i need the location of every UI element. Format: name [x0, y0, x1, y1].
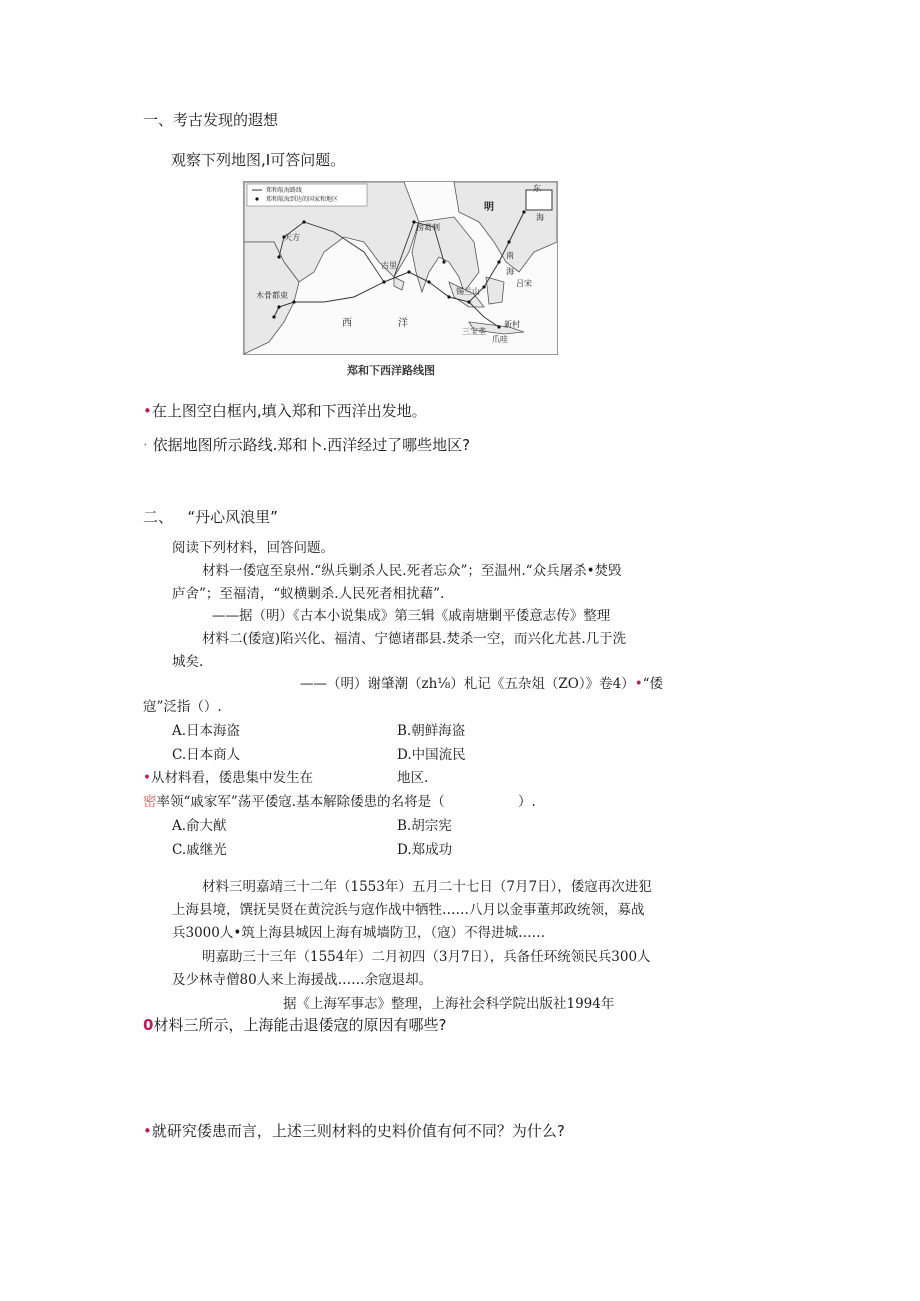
q3-option-d[interactable]: D.中国流民 — [397, 747, 466, 763]
material-1-line-2: 庐舍”；至福清，“蚁横剿杀.人民死者相扰藉”. — [172, 586, 445, 602]
material-2-line-2: 城矣. — [172, 654, 204, 670]
map-label-bangela: 榜葛剌 — [416, 223, 440, 232]
map-label-tianfang: 天方 — [284, 233, 300, 242]
question-5: 密率领“戚家军”荡平倭寇.基本解除倭患的名将是（ — [143, 794, 445, 810]
question-5-close: ）. — [518, 794, 536, 810]
map-label-ming: 明 — [484, 202, 494, 213]
map-label-xincun: 新村 — [504, 320, 520, 329]
map-label-hai2: 海 — [536, 213, 544, 222]
reading-intro: 阅读下列材料，回答问题。 — [172, 540, 334, 556]
section1-heading: 一、考古发现的遐想 — [143, 111, 279, 129]
material-1-source: ——据（明）《古本小说集成》第三辑《戚南塘剿平倭意志传》整理 — [212, 608, 611, 624]
q3-option-a[interactable]: A.日本海盗 — [172, 723, 241, 739]
question-4-tail: 地区. — [397, 770, 429, 786]
map-label-guli: 古里 — [381, 261, 397, 270]
material-1-line-1: 材料一倭寇至泉州.“纵兵剿杀人民.死者忘众”；至温州.“众兵屠杀•焚毁 — [202, 563, 622, 579]
section2-heading: 二、 “丹心风浪里” — [143, 508, 278, 526]
map-label-nan: 南 — [506, 251, 514, 260]
map-label-xi: 西 — [342, 318, 352, 329]
q5-option-c[interactable]: C.戚继光 — [172, 842, 227, 858]
question-1: •在上图空白框内,填入郑和下西洋出发地。 — [143, 402, 427, 420]
material-3-line-2: 上海县境，馔抚昊贤在黄浣浜与寇作战中牺牲……八月以金事董邦政统领，募战 — [172, 902, 645, 918]
map-label-mugudushu: 木骨都束 — [256, 291, 288, 300]
material-3-line-4: 明嘉助三十三年（1554年）二月初四（3月7日），兵备任环统领民兵300人 — [202, 949, 651, 965]
legend-route-label: 郑和航海路线 — [266, 187, 303, 194]
question-7: •就研究倭患而言，上述三则材料的史料价值有何不同？为什么? — [143, 1122, 565, 1140]
question-3: 寇”泛指（）. — [143, 699, 222, 715]
map-label-hai: 海 — [506, 267, 514, 276]
q5-option-b[interactable]: B.胡宗宪 — [397, 818, 452, 834]
material-3-line-5: 及少林寺僧80人来上海援战……余寇退却。 — [172, 972, 433, 988]
map-label-zhuawa: 爪哇 — [492, 335, 508, 344]
map-caption: 郑和下西洋路线图 — [347, 364, 435, 377]
legend-places-label: 郑和航海到达的国家和地区 — [266, 196, 339, 203]
q5-option-a[interactable]: A.俞大猷 — [172, 818, 227, 834]
material-3-source: 据《上海军事志》整理，上海社会科学院出版社1994年 — [283, 996, 615, 1012]
map-label-sanbaolong: 三宝垄 — [462, 327, 486, 336]
q3-option-c[interactable]: C.日本商人 — [172, 747, 241, 763]
map-label-luosong: 吕宋 — [516, 279, 532, 288]
material-2-line-1: 材料二(倭寇)陷兴化、福清、宁德诸郡县.焚杀一空，而兴化尤甚.几于洗 — [202, 631, 627, 647]
q3-option-b[interactable]: B.朝鲜海盗 — [397, 723, 466, 739]
material-3-line-1: 材料三明嘉靖三十二年（1553年）五月二十七日（7月7日），倭寇再次进犯 — [202, 879, 652, 895]
question-4: •从材料看，倭患集中发生在 — [143, 770, 313, 786]
q5-option-d[interactable]: D.郑成功 — [397, 842, 453, 858]
map-prompt: 观察下列地图,I可答问题。 — [171, 151, 346, 169]
material-2-source: ——（明）谢肇潮（zh⅛）札记《五杂俎（ZO）》卷4）•“倭 — [300, 676, 664, 692]
question-2: · 依据地图所示路线.郑和卜.西洋经过了哪些地区? — [143, 436, 471, 454]
material-3-line-3: 兵3000人•筑上海县城因上海有城墙防卫，（寇）不得进城…… — [172, 925, 546, 941]
zhenghe-route-map — [243, 181, 558, 355]
map-label-dong: 东 — [533, 184, 541, 193]
question-6: 0材料三所示，上海能击退倭寇的原因有哪些? — [143, 1016, 447, 1034]
map-label-xilanshan: 锡兰山 — [456, 287, 480, 296]
map-label-yang: 洋 — [398, 318, 408, 329]
